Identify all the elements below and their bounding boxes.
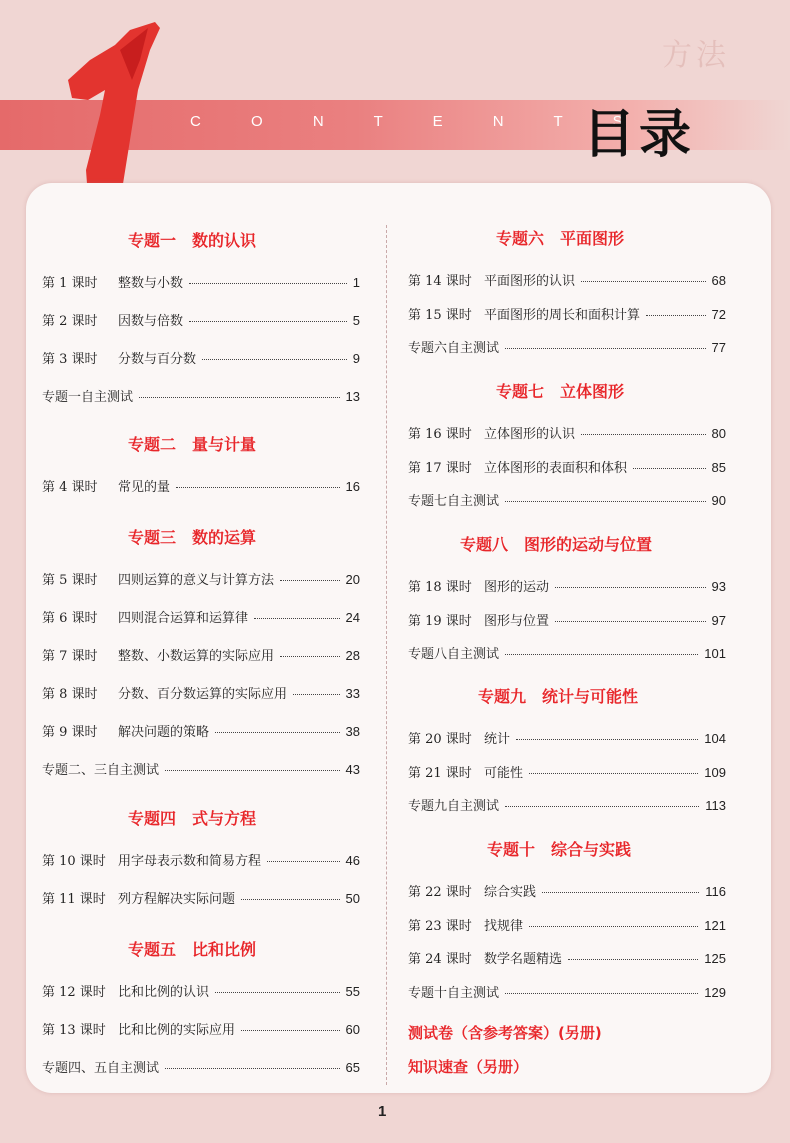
lesson-number: 第 6 课时 (42, 611, 98, 626)
toc-entry[interactable] (42, 1057, 360, 1076)
lesson-title: 统计 (484, 732, 511, 747)
lesson-number: 第 2 课时 (42, 314, 98, 329)
column-divider (386, 225, 387, 1085)
lesson-title: 分数、百分数运算的实际应用 (118, 687, 288, 702)
page-ref: 97 (711, 612, 726, 628)
section-heading: 专题四 式与方程 (128, 809, 257, 828)
section-heading: 专题六 平面图形 (496, 229, 625, 248)
lesson-title: 四则混合运算和运算律 (118, 611, 249, 626)
dot-leader (646, 315, 706, 316)
dot-leader (505, 806, 699, 807)
section-heading: 专题八 图形的运动与位置 (460, 535, 653, 554)
dot-leader (215, 732, 340, 733)
lesson-number: 第 1 课时 (42, 276, 98, 291)
lesson-title: 平面图形的认识 (484, 274, 576, 289)
toc-entry[interactable] (408, 762, 726, 781)
toc-entry[interactable] (42, 348, 360, 367)
page-ref: 16 (345, 479, 360, 494)
page-ref: 43 (345, 762, 360, 777)
toc-entry[interactable] (42, 981, 360, 1000)
page-ref: 93 (711, 579, 726, 594)
page-ref: 129 (704, 984, 726, 1000)
lesson-title: 数学名题精选 (484, 952, 563, 967)
dot-leader (293, 694, 340, 695)
dot-leader (254, 618, 340, 619)
lesson-number: 第 7 课时 (42, 649, 98, 664)
lesson-title: 专题九自主测试 (408, 799, 500, 814)
lesson-number: 第 19 课时 (408, 613, 472, 629)
page-title: 目录 (583, 105, 696, 165)
page-ref: 77 (711, 340, 726, 355)
toc-entry[interactable] (42, 569, 360, 588)
toc-entry[interactable] (408, 643, 726, 662)
toc-entry[interactable] (408, 490, 726, 509)
toc-entry[interactable] (408, 423, 726, 442)
page-ref: 72 (711, 306, 726, 322)
lesson-title: 图形与位置 (484, 613, 550, 629)
toc-entry[interactable] (42, 683, 360, 702)
dot-leader (165, 1068, 340, 1069)
lesson-number: 第 20 课时 (408, 732, 472, 747)
dot-leader (505, 654, 698, 655)
lesson-number: 第 11 课时 (42, 892, 106, 907)
toc-entry[interactable] (408, 576, 726, 595)
lesson-number: 第 8 课时 (42, 687, 98, 702)
dot-leader (176, 487, 340, 488)
lesson-title: 解决问题的策略 (118, 725, 210, 740)
lesson-title: 专题一自主测试 (42, 390, 134, 405)
lesson-title: 专题二、三自主测试 (42, 763, 160, 778)
lesson-title: 比和比例的实际应用 (118, 1023, 236, 1038)
lesson-title: 可能性 (484, 765, 524, 781)
page-ref: 20 (345, 572, 360, 587)
lesson-title: 用字母表示数和简易方程 (118, 854, 262, 869)
lesson-number: 第 14 课时 (408, 274, 472, 289)
toc-entry[interactable] (408, 337, 726, 356)
section-heading: 专题三 数的运算 (128, 528, 257, 547)
lesson-title: 立体图形的认识 (484, 427, 576, 442)
page-ref: 113 (705, 798, 726, 813)
toc-entry[interactable] (42, 850, 360, 869)
dot-leader (189, 283, 347, 284)
page-ref: 125 (704, 951, 726, 966)
lesson-number: 第 24 课时 (408, 952, 472, 967)
page-ref: 28 (345, 648, 360, 663)
dot-leader (215, 992, 340, 993)
lesson-title: 平面图形的周长和面积计算 (484, 307, 641, 323)
section-heading: 专题十 综合与实践 (487, 840, 632, 859)
dot-leader (165, 770, 340, 771)
lesson-number: 第 15 课时 (408, 307, 472, 323)
dot-leader (529, 926, 698, 927)
toc-entry[interactable] (408, 457, 726, 476)
page-ref: 116 (705, 884, 726, 899)
toc-entry[interactable] (408, 728, 726, 747)
lesson-title: 分数与百分数 (118, 352, 197, 367)
dot-leader (505, 501, 706, 502)
lesson-number: 第 22 课时 (408, 885, 472, 900)
extra-item[interactable]: 知识速查（另册） (408, 1058, 529, 1076)
toc-entry[interactable] (408, 881, 726, 900)
section-heading: 专题七 立体图形 (496, 382, 625, 401)
dot-leader (542, 892, 699, 893)
dot-leader (189, 321, 347, 322)
dot-leader (139, 397, 340, 398)
dot-leader (505, 348, 706, 349)
page-ref: 121 (704, 917, 726, 933)
lesson-number: 第 17 课时 (408, 460, 472, 476)
lesson-number: 第 12 课时 (42, 985, 106, 1000)
toc-entry[interactable] (408, 795, 726, 814)
page-ref: 101 (704, 646, 726, 661)
dot-leader (280, 580, 340, 581)
dot-leader (280, 656, 340, 657)
toc-entry[interactable] (408, 610, 726, 629)
dot-leader (555, 587, 706, 588)
lesson-title: 综合实践 (484, 885, 537, 900)
toc-entry[interactable] (42, 721, 360, 740)
dot-leader (568, 959, 698, 960)
lesson-title: 专题七自主测试 (408, 494, 500, 509)
page-ref: 38 (345, 724, 360, 739)
toc-entry[interactable] (42, 310, 360, 329)
lesson-title: 整数、小数运算的实际应用 (118, 649, 275, 664)
lesson-title: 整数与小数 (118, 276, 184, 291)
dot-leader (241, 1030, 340, 1031)
page-number: 1 (378, 1103, 387, 1120)
contents-subtitle: C O N T E N T S (190, 113, 646, 130)
lesson-title: 立体图形的表面积和体积 (484, 460, 628, 476)
toc-entry[interactable] (408, 948, 726, 967)
lesson-title: 比和比例的认识 (118, 985, 210, 1000)
dot-leader (555, 621, 706, 622)
lesson-number: 第 23 课时 (408, 918, 472, 934)
dot-leader (633, 468, 706, 469)
toc-entry[interactable] (42, 759, 360, 778)
dot-leader (241, 899, 340, 900)
lesson-title: 专题十自主测试 (408, 985, 500, 1001)
lesson-title: 找规律 (484, 918, 524, 934)
lesson-number: 第 3 课时 (42, 352, 98, 367)
toc-entry[interactable] (408, 270, 726, 289)
lesson-title: 常见的量 (118, 480, 171, 495)
dot-leader (202, 359, 347, 360)
page-ref: 55 (345, 984, 360, 999)
lesson-title: 四则运算的意义与计算方法 (118, 573, 275, 588)
toc-entry[interactable] (42, 1019, 360, 1038)
page-ref: 24 (345, 610, 360, 625)
dot-leader (581, 434, 706, 435)
page-ref: 1 (352, 275, 360, 290)
lesson-title: 图形的运动 (484, 580, 550, 595)
dot-leader (505, 993, 698, 994)
section-heading: 专题九 统计与可能性 (478, 687, 639, 706)
toc-entry[interactable] (42, 386, 360, 405)
page-ref: 5 (352, 313, 360, 328)
dot-leader (267, 861, 340, 862)
dot-leader (529, 773, 698, 774)
page-ref: 60 (345, 1022, 360, 1037)
toc-entry[interactable] (42, 607, 360, 626)
lesson-number: 第 21 课时 (408, 765, 472, 781)
page-ref: 13 (345, 389, 360, 404)
page-ref: 65 (345, 1060, 360, 1075)
section-heading: 专题五 比和比例 (128, 940, 257, 959)
background-decoration: 方法 (662, 38, 730, 73)
section-heading: 专题一 数的认识 (128, 231, 257, 250)
lesson-title: 专题四、五自主测试 (42, 1061, 160, 1076)
lesson-number: 第 18 课时 (408, 580, 472, 595)
lesson-number: 第 9 课时 (42, 725, 98, 740)
lesson-title: 专题六自主测试 (408, 341, 500, 356)
lesson-title: 专题八自主测试 (408, 647, 500, 662)
page-ref: 50 (345, 891, 360, 906)
lesson-title: 列方程解决实际问题 (118, 892, 236, 907)
toc-entry[interactable] (42, 272, 360, 291)
lesson-number: 第 13 课时 (42, 1023, 106, 1038)
lesson-number: 第 4 课时 (42, 480, 98, 495)
toc-entry[interactable] (42, 645, 360, 664)
page-ref: 104 (704, 731, 726, 746)
toc-entry[interactable] (42, 476, 360, 495)
toc-entry[interactable] (408, 304, 726, 323)
page-ref: 33 (345, 686, 360, 701)
extra-item[interactable]: 测试卷（含参考答案）(另册) (408, 1024, 602, 1042)
lesson-number: 第 16 课时 (408, 427, 472, 442)
page-ref: 109 (704, 764, 726, 780)
toc-entry[interactable] (408, 915, 726, 934)
page-ref: 46 (345, 853, 360, 868)
page-ref: 80 (711, 426, 726, 441)
dot-leader (581, 281, 706, 282)
section-heading: 专题二 量与计量 (128, 435, 257, 454)
page-ref: 85 (711, 459, 726, 475)
lesson-number: 第 5 课时 (42, 573, 98, 588)
lesson-title: 因数与倍数 (118, 314, 184, 329)
dot-leader (516, 739, 698, 740)
lesson-number: 第 10 课时 (42, 854, 106, 869)
page-ref: 9 (352, 351, 360, 366)
toc-entry[interactable] (408, 982, 726, 1001)
page-ref: 90 (711, 493, 726, 508)
page-ref: 68 (711, 273, 726, 288)
toc-entry[interactable] (42, 888, 360, 907)
